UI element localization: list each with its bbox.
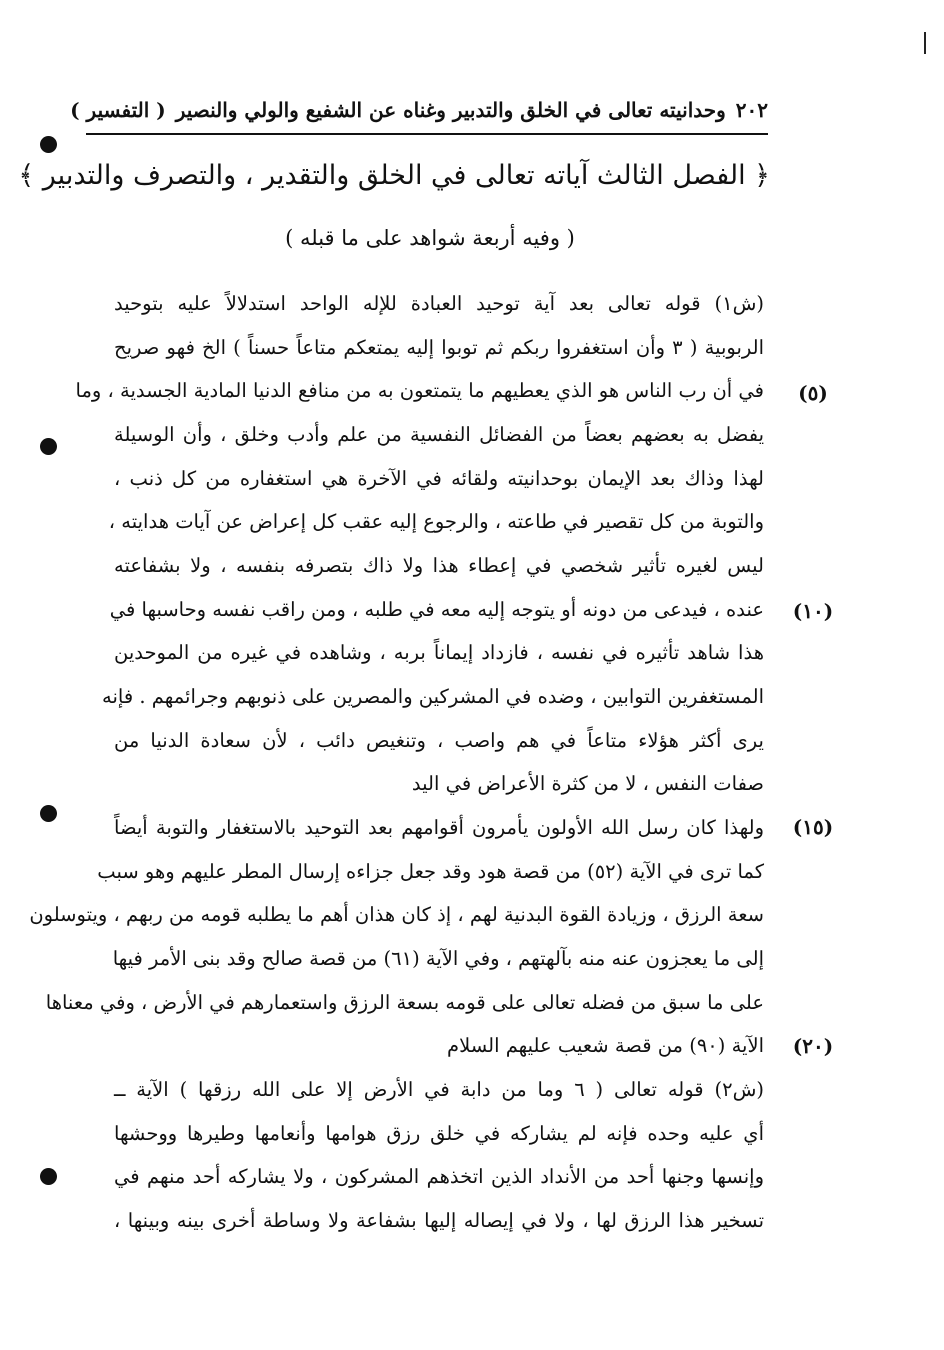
text-line: (ش٢) قوله تعالى ( ٦ وما من دابة في الأرض إلا على الله رزقها ) الآية ــ <box>114 1078 764 1101</box>
chapter-title: ﴿ الفصل الثالث آياته تعالى في الخلق والتقدير ، والتصرف والتدبير ﴾ <box>18 160 770 191</box>
text-line: أي عليه وحده فإنه لم يشاركه في خلق رزق هوامها وأنعامها وطيرها ووحشها <box>114 1122 764 1145</box>
text-line: صفات النفس ، لا من كثرة الأعراض في اليد <box>411 772 764 795</box>
binding-hole <box>40 438 57 455</box>
binding-hole <box>40 136 57 153</box>
text-line: الآية (٩٠) من قصة شعيب عليهم السلام <box>447 1034 764 1057</box>
text-line: لهذا وذاك بعد الإيمان بوحدانيته ولقائه في الآخرة هي استغفاره من كل ذنب ، <box>114 467 764 490</box>
text-line: إلى ما يعجزون عنه منه بآلهتهم ، وفي الآية (٦١) من قصة صالح وقد بنى الأمر فيها <box>112 947 764 970</box>
margin-line-number: (١٥) <box>792 815 834 839</box>
text-line: المستغفرين التوابين ، وضده في المشركين والمصرين على ذنوبهم وجرائمهم . فإنه <box>102 685 764 708</box>
text-line: يرى أكثر هؤلاء متاعاً في هم واصب ، وتنغيص دائب ، لأن سعادة الدنيا من <box>114 729 764 752</box>
text-line: الربوبية ( ٣ وأن استغفروا ربكم ثم توبوا إليه يمتعكم متاعاً حسناً ) الخ فهو صريح <box>114 336 764 359</box>
running-title: وحدانيته تعالى في الخلق والتدبير وغناه عن الشفيع والولي والنصير <box>175 98 726 122</box>
binding-hole <box>40 1168 57 1185</box>
text-line: كما ترى في الآية (٥٢) من قصة هود وقد جعل جزاءه إرسال المطر عليهم وهو سبب <box>97 860 764 883</box>
text-line: ولهذا كان رسل الله الأولون يأمرون أقوامهم بعد التوحيد بالاستغفار والتوبة أيضاً <box>114 816 764 839</box>
chapter-subtitle: ( وفيه أربعة شواهد على ما قبله ) <box>285 226 575 250</box>
text-line: ليس لغيره تأثير شخصي في إعطاء هذا ولا ذاك بتصرفه بنفسه ، ولا بشفاعته <box>114 554 764 577</box>
text-line: عنده ، فيدعى من دونه أو يتوجه إليه معه في طلبه ، ومن راقب نفسه وحاسبها في <box>109 598 764 621</box>
text-line: على ما سبق من فضله تعالى على قومه بسعة الرزق واستعمارهم في الأرض ، وفي معناها <box>45 991 764 1014</box>
page-number: ٢٠٢ <box>735 98 768 122</box>
text-line: هذا شاهد تأثيره في نفسه ، فازداد إيماناً بربه ، وشاهده في غيره من الموحدين <box>114 641 764 664</box>
text-line: والتوبة من كل تقصير في طاعته ، والرجوع إليه عقب كل إعراض عن آيات هدايته ، <box>108 510 764 533</box>
binding-hole <box>40 805 57 822</box>
text-line: يفضل به بعضهم بعضاً من الفضائل النفسية من علم وأدب وخلق ، وأن الوسيلة <box>114 423 764 446</box>
text-line: سعة الرزق ، وزيادة القوة البدنية لهم ، إذ كان هذان أهم ما يطلبه قومه من ربهم ، ويتوسلون <box>29 903 764 926</box>
margin-line-number: (١٠) <box>792 599 834 623</box>
text-line: وإنسها وجنها أحد من الأنداد الذين اتخذهم المشركون ، ولا يشاركه أحد منهم في <box>114 1165 764 1188</box>
text-line: (ش١) قوله تعالى بعد آية توحيد العبادة للإله الواحد استدلالاً عليه بتوحيد <box>114 292 764 315</box>
section-name: ( التفسير ) <box>70 98 166 122</box>
header-rule <box>86 133 768 135</box>
edge-mark <box>924 32 926 54</box>
text-line: في أن رب الناس هو الذي يعطيهم ما يتمتعون به من منافع الدنيا المادية الجسدية ، وما <box>75 379 764 402</box>
running-header <box>70 90 768 130</box>
margin-line-number: (٢٠) <box>792 1034 834 1058</box>
margin-line-number: (٥) <box>798 381 828 405</box>
text-line: تسخير هذا الرزق لها ، ولا في إيصاله إليها بشفاعة ولا وساطة أخرى بينه وبينها ، <box>114 1209 764 1232</box>
